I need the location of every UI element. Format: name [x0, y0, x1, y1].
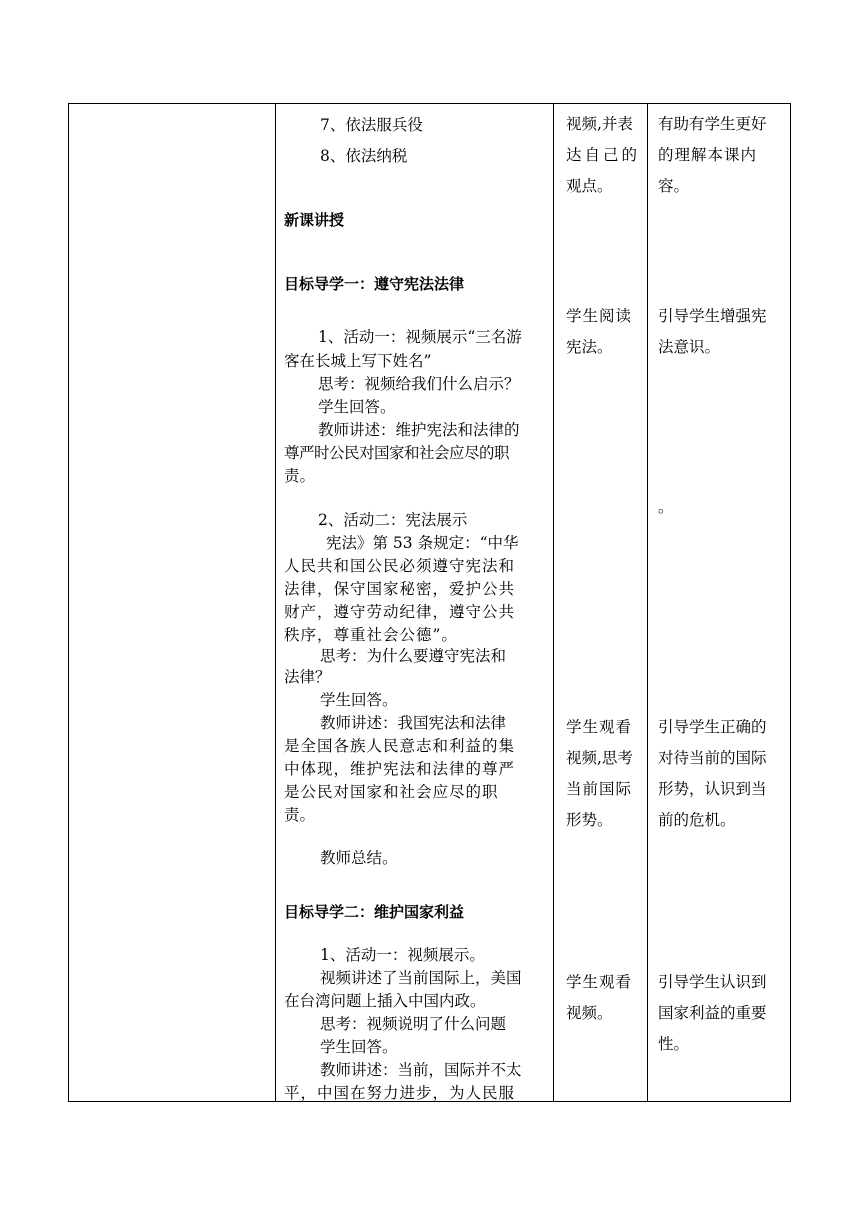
text-line: 思考：视频说明了什么问题: [320, 1015, 507, 1033]
text-line: 有助有学生更好: [658, 115, 767, 133]
text-line: 是全国各族人民意志和利益的集: [284, 737, 516, 755]
text-line: 宪法》第 53 条规定：“中华: [326, 534, 519, 552]
text-line: 学生回答。: [320, 691, 398, 709]
text-line: 平，中国在努力进步，为人民服: [284, 1084, 516, 1102]
text-line: 是公民对国家和社会应尽的职: [284, 783, 499, 801]
text-line: 教师讲述：维护宪法和法律的: [318, 421, 520, 439]
column-divider: [275, 104, 276, 1101]
text-line: 1、活动一：视频展示。: [320, 946, 485, 964]
text-line: 1、活动一：视频展示“三名游: [318, 328, 522, 346]
text-line: 学生回答。: [318, 398, 396, 416]
text-line: 责。: [284, 806, 316, 824]
text-line: 视频,并表: [566, 115, 633, 133]
text-line: 容。: [658, 177, 690, 195]
text-line: 秩序，尊重社会公德”。: [284, 626, 458, 644]
text-line: 2、活动二：宪法展示: [318, 511, 468, 529]
text-line: 学生观看: [566, 718, 633, 736]
text-line: 教师讲述：当前，国际并不太: [320, 1061, 522, 1079]
text-line: 视频。: [566, 1004, 613, 1022]
text-line: 当前国际: [566, 780, 633, 798]
text-line: 对待当前的国际: [658, 749, 767, 767]
text-line: 宪法。: [566, 338, 613, 356]
text-line: 引导学生认识到: [658, 973, 767, 991]
text-line: 教师总结。: [320, 849, 398, 867]
column-divider: [553, 104, 554, 1101]
text-line: 客在长城上写下姓名”: [284, 352, 432, 370]
text-line: 视频,思考: [566, 749, 633, 767]
text-line: 性。: [658, 1035, 690, 1053]
text-line: 人民共和国公民必须遵守宪法和: [284, 557, 516, 575]
text-line: 形势，认识到当: [658, 780, 767, 798]
text-line: 财产，遵守劳动纪律，遵守公共: [284, 603, 516, 621]
text-line: 视频讲述了当前国际上，美国: [320, 969, 522, 987]
text-line: 8、依法纳税: [320, 147, 408, 165]
text-line: 7、依法服兵役: [320, 116, 423, 134]
text-line: 国家利益的重要: [658, 1004, 767, 1022]
text-line: 在台湾问题上插入中国内政。: [284, 992, 486, 1010]
text-line: 学生观看: [566, 973, 633, 991]
text-line: 法律，保守国家秘密，爱护公共: [284, 580, 516, 598]
text-line: 达自己的: [566, 146, 641, 164]
text-line: 引导学生增强宪: [658, 307, 767, 325]
text-line: 法意识。: [658, 338, 721, 356]
text-line: 形势。: [566, 811, 613, 829]
text-line: 的理解本课内: [658, 146, 758, 164]
section-heading: 目标导学一：遵守宪法法律: [284, 275, 465, 293]
section-heading: 新课讲授: [284, 211, 345, 229]
text-line: 观点。: [566, 177, 613, 195]
text-line: 教师讲述：我国宪法和法律: [320, 714, 507, 732]
section-heading: 目标导学二：维护国家利益: [284, 903, 465, 921]
column-divider: [647, 104, 648, 1101]
text-line: 中体现，维护宪法和法律的尊严: [284, 760, 516, 778]
text-line: 尊严时公民对国家和社会应尽的职: [284, 444, 510, 462]
text-line: 思考：视频给我们什么启示？: [318, 375, 520, 393]
text-line: 引导学生正确的: [658, 718, 767, 736]
text-line: 学生阅读: [566, 307, 633, 325]
text-line: 。: [658, 498, 674, 516]
text-line: 前的危机。: [658, 811, 736, 829]
text-line: 学生回答。: [320, 1038, 398, 1056]
text-line: 法律？: [284, 668, 331, 686]
text-line: 思考：为什么要遵守宪法和: [320, 647, 507, 665]
text-line: 责。: [284, 467, 316, 485]
